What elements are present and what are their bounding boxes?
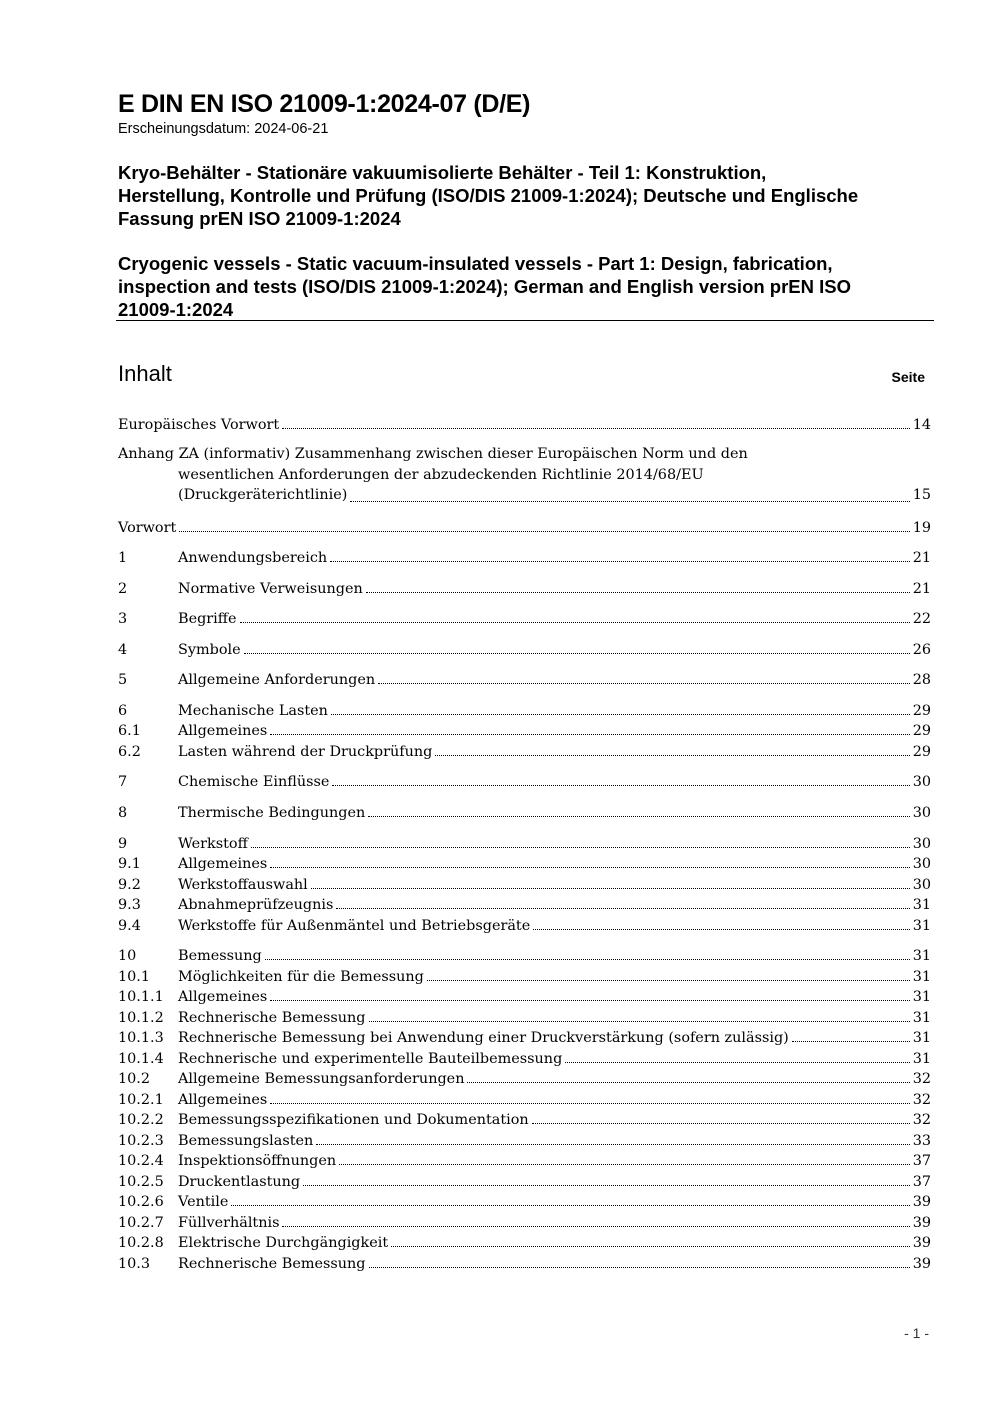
toc-entry-number: 9.1 xyxy=(118,856,141,872)
toc-entry-page: 31 xyxy=(912,969,931,985)
toc-entry-number: 10.2.5 xyxy=(118,1174,164,1190)
toc-entry-number: 10.1.4 xyxy=(118,1051,164,1067)
toc-entry-title: Allgemeines xyxy=(178,1092,268,1108)
toc-entry-page: 22 xyxy=(912,611,931,627)
toc-entry-page: 31 xyxy=(912,1010,931,1026)
page-number: - 1 - xyxy=(904,1325,929,1341)
toc-entry[interactable] xyxy=(118,546,931,566)
toc-entry-page: 29 xyxy=(912,703,931,719)
toc-dot-leader xyxy=(467,1082,909,1083)
toc-entry-page: 28 xyxy=(912,672,931,688)
toc-entry[interactable] xyxy=(118,801,931,821)
toc-entry[interactable] xyxy=(118,1252,931,1272)
toc-entry-title: Möglichkeiten für die Bemessung xyxy=(178,969,424,985)
toc-dot-leader xyxy=(369,1021,910,1022)
toc-entry-page: 21 xyxy=(912,581,931,597)
toc-entry[interactable] xyxy=(118,413,931,433)
toc-entry-page: 29 xyxy=(912,744,931,760)
toc-entry-number: 7 xyxy=(118,774,128,790)
toc-entry[interactable] xyxy=(118,607,931,627)
toc-dot-leader xyxy=(339,1164,910,1165)
toc-entry-page: 21 xyxy=(912,550,931,566)
toc-entry-number: 6 xyxy=(118,703,128,719)
toc-entry[interactable] xyxy=(118,1170,931,1190)
toc-entry[interactable] xyxy=(118,1211,931,1231)
toc-dot-leader xyxy=(251,847,910,848)
toc-entry-title: Druckentlastung xyxy=(178,1174,301,1190)
header-divider xyxy=(116,320,934,321)
toc-entry-title: wesentlichen Anforderungen der abzudeckenden Richtlinie 2014/68/EU xyxy=(178,466,704,483)
toc-entry-last-line xyxy=(118,485,931,506)
title-english-line: inspection and tests (ISO/DIS 21009-1:2024); German and English version prEN ISO xyxy=(118,276,852,297)
toc-entry[interactable] xyxy=(118,1067,931,1087)
toc-dot-leader xyxy=(282,1226,909,1227)
toc-dot-leader xyxy=(427,980,910,981)
toc-dot-leader xyxy=(179,531,909,532)
toc-entry[interactable] xyxy=(118,1190,931,1210)
toc-entry[interactable] xyxy=(118,699,931,719)
toc-entry-page: 19 xyxy=(912,520,931,536)
toc-dot-leader xyxy=(270,734,909,735)
toc-entry[interactable] xyxy=(118,444,931,506)
toc-entry-title: (Druckgeräterichtlinie) xyxy=(178,487,348,503)
toc-entry-page: 30 xyxy=(912,877,931,893)
toc-dot-leader xyxy=(391,1246,910,1247)
toc-entry[interactable] xyxy=(118,770,931,790)
toc-entry-number: 10.2 xyxy=(118,1071,151,1087)
toc-dot-leader xyxy=(435,755,909,756)
toc-dot-leader xyxy=(282,428,910,429)
toc-entry-number: 2 xyxy=(118,581,128,597)
toc-entry-page: 39 xyxy=(912,1194,931,1210)
toc-entry-title: Rechnerische und experimentelle Bauteilbemessung xyxy=(178,1051,563,1067)
toc-entry-title: Bemessungslasten xyxy=(178,1133,314,1149)
toc-dot-leader xyxy=(369,1267,910,1268)
toc-entry[interactable] xyxy=(118,832,931,852)
toc-dot-leader xyxy=(270,1103,909,1104)
toc-entry-page: 14 xyxy=(912,417,931,433)
toc-entry-number: 10.2.1 xyxy=(118,1092,164,1108)
toc-entry-page: 37 xyxy=(912,1153,931,1169)
toc-entry[interactable] xyxy=(118,873,931,893)
toc-entry-page: 31 xyxy=(912,918,931,934)
toc-entry-title: Allgemeines xyxy=(178,723,268,739)
toc-dot-leader xyxy=(270,1000,909,1001)
toc-entry-title: Rechnerische Bemessung bei Anwendung einer Druckverstärkung (sofern zulässig) xyxy=(178,1030,789,1046)
toc-entry-number: 9 xyxy=(118,836,128,852)
toc-dot-leader xyxy=(378,683,910,684)
toc-entry-number: 5 xyxy=(118,672,128,688)
toc-entry-title: Allgemeines xyxy=(178,856,268,872)
toc-entry-title: Elektrische Durchgängigkeit xyxy=(178,1235,389,1251)
title-german xyxy=(118,161,938,230)
toc-dot-leader xyxy=(240,622,910,623)
toc-dot-leader xyxy=(265,959,910,960)
toc-dot-leader xyxy=(244,653,910,654)
toc-entry[interactable] xyxy=(118,638,931,658)
toc-dot-leader xyxy=(368,816,909,817)
toc-dot-leader xyxy=(565,1062,909,1063)
title-english-line: 21009-1:2024 xyxy=(118,299,234,320)
publication-date: Erscheinungsdatum: 2024-06-21 xyxy=(118,121,329,137)
toc-entry-title: Füllverhältnis xyxy=(178,1215,280,1231)
toc-entry-number: 8 xyxy=(118,805,128,821)
toc-heading: Inhalt xyxy=(118,361,172,386)
toc-entry-page: 29 xyxy=(912,723,931,739)
toc-entry-page: 31 xyxy=(912,1030,931,1046)
title-german-line: Herstellung, Kontrolle und Prüfung (ISO/DIS 21009-1:2024); Deutsche und Englische xyxy=(118,185,859,206)
toc-entry[interactable] xyxy=(118,914,931,934)
toc-dot-leader xyxy=(350,501,909,502)
toc-entry-page: 32 xyxy=(912,1092,931,1108)
toc-entry[interactable] xyxy=(118,668,931,688)
title-english xyxy=(118,252,938,321)
toc-entry-title: Thermische Bedingungen xyxy=(178,805,366,821)
toc-entry-number: 10.1.3 xyxy=(118,1030,164,1046)
toc-entry[interactable] xyxy=(118,1047,931,1067)
toc-entry[interactable] xyxy=(118,516,931,536)
toc-entry-page: 15 xyxy=(912,487,931,503)
toc-entry-page: 31 xyxy=(912,897,931,913)
toc-entry-title: Begriffe xyxy=(178,611,237,627)
toc-entry-number: 6.2 xyxy=(118,744,141,760)
toc-entry-title: Chemische Einflüsse xyxy=(178,774,330,790)
toc-entry-number: 9.2 xyxy=(118,877,141,893)
toc-entry-title: Normative Verweisungen xyxy=(178,581,363,597)
toc-entry[interactable] xyxy=(118,1129,931,1149)
toc-entry-title: Allgemeines xyxy=(178,989,268,1005)
toc-entry[interactable] xyxy=(118,1026,931,1046)
toc-entry-page: 37 xyxy=(912,1174,931,1190)
toc-entry[interactable] xyxy=(118,965,931,985)
toc-entry-title: Bemessung xyxy=(178,948,262,964)
toc-dot-leader xyxy=(336,908,909,909)
toc-entry[interactable] xyxy=(118,1088,931,1108)
toc-entry-page: 39 xyxy=(912,1215,931,1231)
toc-entry-page: 32 xyxy=(912,1071,931,1087)
toc-dot-leader xyxy=(311,888,910,889)
toc-entry-number: 10.2.7 xyxy=(118,1215,164,1231)
toc-entry-page: 26 xyxy=(912,642,931,658)
toc-entry[interactable] xyxy=(118,1149,931,1169)
toc-entry[interactable] xyxy=(118,740,931,760)
toc-dot-leader xyxy=(231,1205,909,1206)
toc-dot-leader xyxy=(792,1041,910,1042)
toc-page-column-label: Seite xyxy=(891,369,925,385)
toc-entry-page: 31 xyxy=(912,1051,931,1067)
toc-entry-title: Werkstoffe für Außenmäntel und Betriebsgeräte xyxy=(178,918,531,934)
title-german-line: Fassung prEN ISO 21009-1:2024 xyxy=(118,208,401,229)
toc-dot-leader xyxy=(316,1144,909,1145)
title-german-line: Kryo-Behälter - Stationäre vakuumisolierte Behälter - Teil 1: Konstruktion, xyxy=(118,162,767,183)
toc-dot-leader xyxy=(366,592,910,593)
toc-entry-number: 10.1.1 xyxy=(118,989,164,1005)
toc-entry-number: 10.2.3 xyxy=(118,1133,164,1149)
toc-entry[interactable] xyxy=(118,893,931,913)
toc-entry[interactable] xyxy=(118,719,931,739)
toc-entry-title: Inspektionsöffnungen xyxy=(178,1153,337,1169)
toc-entry-page: 32 xyxy=(912,1112,931,1128)
toc-entry-title: Ventile xyxy=(178,1194,229,1210)
toc-entry[interactable] xyxy=(118,944,931,964)
toc-entry-number: 10.1 xyxy=(118,969,151,985)
toc-entry[interactable] xyxy=(118,852,931,872)
toc-entry-title: Europäisches Vorwort xyxy=(118,417,280,433)
toc-entry-page: 39 xyxy=(912,1256,931,1272)
toc-entry-number: 9.4 xyxy=(118,918,141,934)
toc-entry-number: 10.1.2 xyxy=(118,1010,164,1026)
title-english-line: Cryogenic vessels - Static vacuum-insulated vessels - Part 1: Design, fabrication, xyxy=(118,253,833,274)
toc-dot-leader xyxy=(533,929,909,930)
toc-entry-title: Symbole xyxy=(178,642,241,658)
toc-entry-title: Abnahmeprüfzeugnis xyxy=(178,897,334,913)
toc-entry-number: 3 xyxy=(118,611,128,627)
toc-entry-page: 30 xyxy=(912,774,931,790)
toc-entry-page: 30 xyxy=(912,836,931,852)
toc-entry-number: 4 xyxy=(118,642,128,658)
toc-entry-number: 10.2.2 xyxy=(118,1112,164,1128)
toc-dot-leader xyxy=(303,1185,910,1186)
toc-entry[interactable] xyxy=(118,1006,931,1026)
toc-entry-number: 10.2.8 xyxy=(118,1235,164,1251)
toc-entry-number: 10 xyxy=(118,948,137,964)
toc-entry[interactable] xyxy=(118,1231,931,1251)
toc-entry-title: Allgemeine Anforderungen xyxy=(178,672,376,688)
toc-entry-page: 33 xyxy=(912,1133,931,1149)
toc-entry[interactable] xyxy=(118,1108,931,1128)
toc-entry-number: 6.1 xyxy=(118,723,141,739)
toc-entry-title: Werkstoff xyxy=(178,836,248,852)
toc-entry-number: 10.2.6 xyxy=(118,1194,164,1210)
toc-entry-title: Mechanische Lasten xyxy=(178,703,328,719)
document-id: E DIN EN ISO 21009-1:2024-07 (D/E) xyxy=(118,90,531,118)
toc-entry-number: 1 xyxy=(118,550,128,566)
toc-dot-leader xyxy=(330,561,910,562)
toc-entry-number: 9.3 xyxy=(118,897,141,913)
toc-dot-leader xyxy=(532,1123,910,1124)
toc-entry[interactable] xyxy=(118,577,931,597)
toc-entry-page: 39 xyxy=(912,1235,931,1251)
toc-entry-title: Vorwort xyxy=(118,520,177,536)
toc-entry-title: Lasten während der Druckprüfung xyxy=(178,744,433,760)
toc-entry-title: Rechnerische Bemessung xyxy=(178,1010,366,1026)
toc-entry-title: Anwendungsbereich xyxy=(178,550,328,566)
toc-entry-title: Rechnerische Bemessung xyxy=(178,1256,366,1272)
toc-entry-title: Anhang ZA (informativ) Zusammenhang zwischen dieser Europäischen Norm und den xyxy=(118,446,748,462)
toc-entry-number: 10.2.4 xyxy=(118,1153,164,1169)
toc-dot-leader xyxy=(331,714,910,715)
toc-entry-title: Bemessungsspezifikationen und Dokumentation xyxy=(178,1112,529,1128)
toc-entry-title: Allgemeine Bemessungsanforderungen xyxy=(178,1071,465,1087)
toc-entry-title: Werkstoffauswahl xyxy=(178,877,308,893)
toc-entry-number: 10.3 xyxy=(118,1256,151,1272)
toc-entry-page: 31 xyxy=(912,989,931,1005)
toc-entry-page: 30 xyxy=(912,805,931,821)
toc-entry-page: 31 xyxy=(912,948,931,964)
toc-dot-leader xyxy=(270,867,909,868)
toc-entry[interactable] xyxy=(118,985,931,1005)
toc-entry-page: 30 xyxy=(912,856,931,872)
toc-dot-leader xyxy=(332,785,909,786)
